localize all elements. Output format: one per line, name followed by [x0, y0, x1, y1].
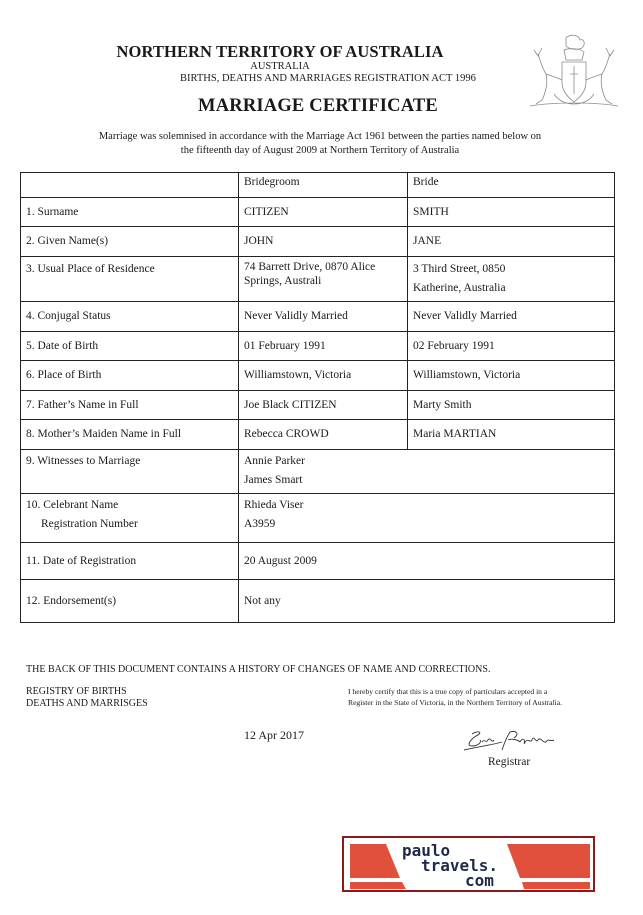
table-row-celebrant — [21, 494, 615, 543]
table-row-residence — [21, 257, 615, 302]
celebrant-registration-number: A3959 — [244, 518, 276, 530]
document-title: MARRIAGE CERTIFICATE — [198, 96, 438, 116]
witness-1: Annie Parker — [244, 455, 305, 467]
bride-mother-maiden-name: Maria MARTIAN — [408, 420, 615, 450]
certification-statement — [348, 686, 562, 708]
intro-line-1: Marriage was solemnised in accordance with the Marriage Act 1961 between the parties named below on — [98, 131, 542, 142]
issue-date: 12 Apr 2017 — [244, 728, 304, 742]
witness-2: James Smart — [244, 474, 303, 486]
row-label: 12. Endorsement(s) — [21, 580, 239, 623]
row-label: 11. Date of Registration — [21, 543, 239, 580]
row-label: 8. Mother’s Maiden Name in Full — [21, 420, 239, 450]
groom-residence: 74 Barrett Drive, 0870 Alice Springs, Australi — [239, 257, 408, 302]
celebrant-name: Rhieda Viser — [244, 499, 304, 511]
registration-number-label: Registration Number — [41, 518, 138, 530]
groom-father-name: Joe Black CITIZEN — [239, 391, 408, 420]
table-header-row — [21, 173, 615, 198]
bride-residence-line-2: Katherine, Australia — [413, 282, 506, 294]
certify-line-1: I hereby certify that this is a true copy of particulars accepted in a — [348, 687, 548, 696]
row-label: 5. Date of Birth — [21, 332, 239, 361]
bride-residence — [408, 257, 615, 302]
row-label: 1. Surname — [21, 198, 239, 227]
registry-name — [26, 686, 148, 710]
table-row-given-names — [21, 227, 615, 257]
header-blank-cell — [21, 173, 239, 198]
endorsements-value: Not any — [239, 580, 615, 623]
bride-given-names: JANE — [408, 227, 615, 257]
celebrant-labels — [21, 494, 239, 543]
bride-father-name: Marty Smith — [408, 391, 615, 420]
table-row-registration-date — [21, 543, 615, 580]
witnesses-names — [239, 450, 615, 494]
bride-place-of-birth: Williamstown, Victoria — [408, 361, 615, 391]
solemnisation-statement — [40, 130, 600, 158]
table-row-witnesses — [21, 450, 615, 494]
groom-date-of-birth: 01 February 1991 — [239, 332, 408, 361]
groom-mother-maiden-name: Rebecca CROWD — [239, 420, 408, 450]
groom-given-names: JOHN — [239, 227, 408, 257]
logo-text-line-1: paulo — [402, 841, 451, 860]
registrar-label: Registrar — [488, 756, 531, 768]
table-row-surname — [21, 198, 615, 227]
row-label: 7. Father’s Name in Full — [21, 391, 239, 420]
logo-text-line-2: travels. — [421, 856, 499, 875]
country-subheading: AUSTRALIA — [250, 61, 310, 72]
row-label: 9. Witnesses to Marriage — [21, 450, 239, 494]
bride-conjugal-status: Never Validly Married — [408, 302, 615, 332]
table-row-endorsements — [21, 580, 615, 623]
registry-line-2: DEATHS AND MARRISGES — [26, 698, 148, 709]
paulotravels-watermark-logo — [342, 836, 595, 892]
certify-line-2: Register in the State of Victoria, in the Northern Territory of Australia. — [348, 698, 563, 707]
groom-place-of-birth: Williamstown, Victoria — [239, 361, 408, 391]
header-bride: Bride — [408, 173, 615, 198]
header-bridegroom: Bridegroom — [239, 173, 408, 198]
celebrant-values — [239, 494, 615, 543]
row-label: 6. Place of Birth — [21, 361, 239, 391]
row-label: 3. Usual Place of Residence — [21, 257, 239, 302]
table-row-conjugal-status — [21, 302, 615, 332]
table-row-father-name — [21, 391, 615, 420]
celebrant-name-label: 10. Celebrant Name — [26, 499, 119, 511]
registrar-signature — [462, 726, 562, 756]
row-label: 2. Given Name(s) — [21, 227, 239, 257]
marriage-details-table — [20, 172, 615, 623]
intro-line-2: the fifteenth day of August 2009 at Northern Territory of Australia — [180, 145, 460, 156]
groom-conjugal-status: Never Validly Married — [239, 302, 408, 332]
logo-text-line-3: com — [465, 871, 494, 890]
groom-surname: CITIZEN — [239, 198, 408, 227]
bride-surname: SMITH — [408, 198, 615, 227]
registry-line-1: REGISTRY OF BIRTHS — [26, 686, 127, 697]
table-row-date-of-birth — [21, 332, 615, 361]
table-row-place-of-birth — [21, 361, 615, 391]
territory-heading: NORTHERN TERRITORY OF AUSTRALIA — [116, 42, 444, 61]
back-of-document-note: THE BACK OF THIS DOCUMENT CONTAINS A HISTORY OF CHANGES OF NAME AND CORRECTIONS. — [26, 664, 491, 675]
act-subheading: BIRTHS, DEATHS AND MARRIAGES REGISTRATION ACT 1996 — [180, 73, 476, 84]
bride-date-of-birth: 02 February 1991 — [408, 332, 615, 361]
bride-residence-line-1: 3 Third Street, 0850 — [413, 263, 506, 275]
row-label: 4. Conjugal Status — [21, 302, 239, 332]
registration-date-value: 20 August 2009 — [239, 543, 615, 580]
table-row-mother-maiden-name — [21, 420, 615, 450]
